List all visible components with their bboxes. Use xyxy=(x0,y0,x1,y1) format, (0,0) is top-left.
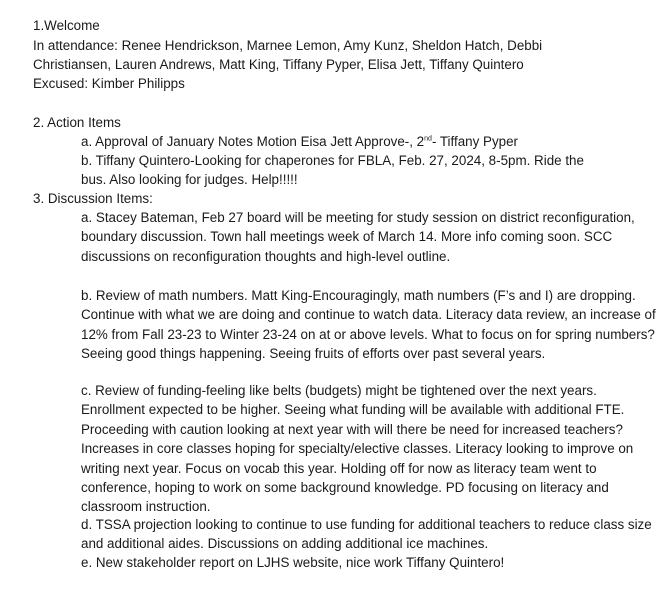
action-item-a-text-end: - Tiffany Pyper xyxy=(431,134,519,149)
section-1-heading: 1.Welcome xyxy=(33,18,100,33)
action-item-a xyxy=(81,132,518,151)
action-item-b-line-1: b. Tiffany Quintero-Looking for chaperones for FBLA, Feb. 27, 2024, 8-5pm. Ride the xyxy=(81,153,584,168)
discussion-item-b: b. Review of math numbers. Matt King-Encouragingly, math numbers (F’s and I) are dropping. Continue with what we are doing and continue to watch data. Literacy data review, an increase of 12% from Fall 23-23 to Winter 23-24 on at or above levels. What to focus on for spring numbers? Seeing good things happening. Seeing fruits of efforts over past several years. xyxy=(81,288,656,362)
attendance-line-2: Christiansen, Lauren Andrews, Matt King, Tiffany Pyper, Elisa Jett, Tiffany Quintero xyxy=(33,57,524,72)
section-3-heading: 3. Discussion Items: xyxy=(33,191,153,206)
attendance-line-1: In attendance: Renee Hendrickson, Marnee Lemon, Amy Kunz, Sheldon Hatch, Debbi xyxy=(33,38,543,53)
action-item-a-superscript: nd xyxy=(424,135,432,143)
discussion-item-a: a. Stacey Bateman, Feb 27 board will be meeting for study session on district reconfiguration, boundary discussion. Town hall meetings week of March 14. More info coming soon. SCC discussions on reconfiguration thoughts and high-level outline. xyxy=(81,210,635,264)
section-2-heading: 2. Action Items xyxy=(33,115,121,130)
action-item-a-text: a. Approval of January Notes Motion Eisa Jett Approve-, 2 xyxy=(81,134,425,149)
action-item-b-line-2: bus. Also looking for judges. Help!!!!! xyxy=(81,172,298,187)
excused-line: Excused: Kimber Philipps xyxy=(33,76,185,91)
discussion-item-c: c. Review of funding-feeling like belts (budgets) might be tightened over the next years. Enrollment expected to be higher. Seeing what funding will be available with additional FTE. Proceeding with caution looking at next year with will there be need for increased teachers? Increases in core classes hoping for specialty/elective classes. Literacy looking to improve on writing next year. Focus on vocab this year. Holding off for now as literacy team went to conference, hoping to work on some background knowledge. PD focusing on literacy and classroom instruction. xyxy=(81,383,634,515)
discussion-item-d: d. TSSA projection looking to continue to use funding for additional teachers to reduce class size and additional aides. Discussions on adding additional ice machines. xyxy=(81,517,652,552)
discussion-item-e: e. New stakeholder report on LJHS website, nice work Tiffany Quintero! xyxy=(81,555,505,570)
